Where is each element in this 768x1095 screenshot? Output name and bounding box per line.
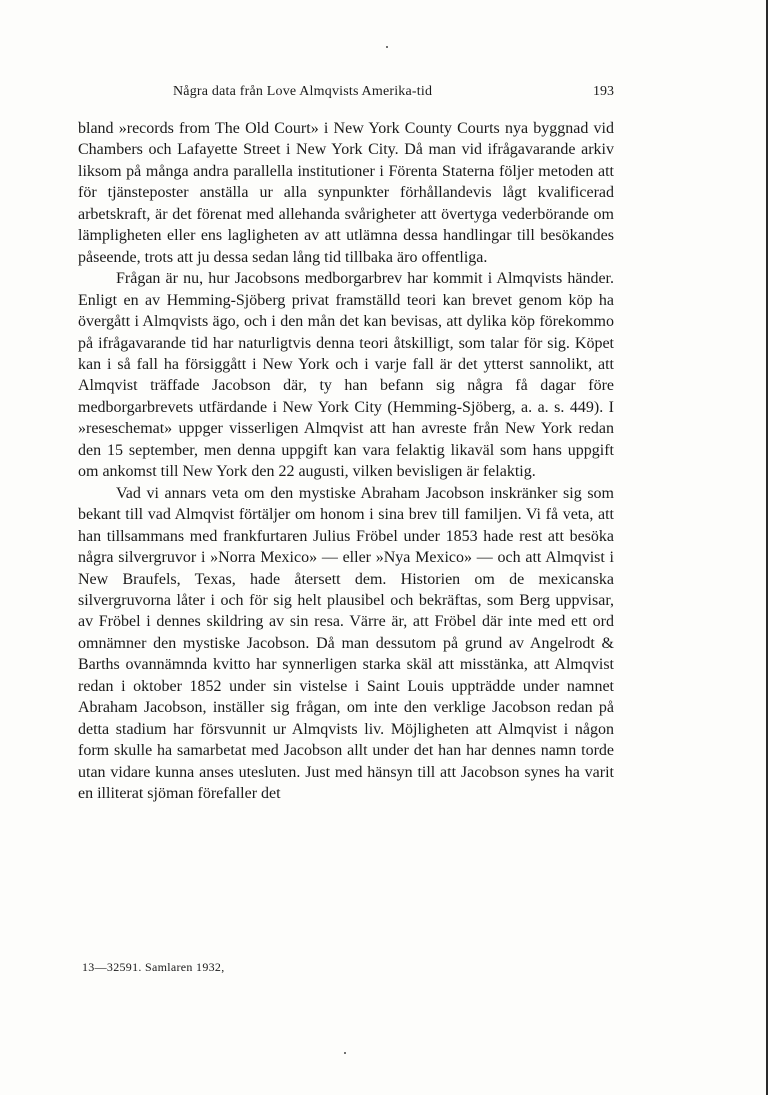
paragraph-3: Vad vi annars veta om den mystiske Abraham Jacobson inskränker sig som bekant till vad Almqvist förtäljer om honom i sina brev till familjen. Vi få veta, att han tillsammans med frankfurtaren Julius Fröbel under 1853 hade rest att besöka några silvergruvor i »Norra Mexico» — eller »Nya Mexico» — och att Almqvist i New Braufels, Texas, hade återsett dem. Historien om de mexicanska silvergruvorna låter i och för sig helt plausibel och bekräftas, som Berg uppvisar, av Fröbel i dennes skildring av sin resa. Värre är, att Fröbel där inte med ett ord omnämner den mystiske Jacobson. Då man dessutom på grund av Angelrodt & Barths ovannämnda kvitto har synnerligen starka skäl att misstänka, att Almqvist redan i oktober 1852 under sin vistelse i Saint Louis uppträdde under namnet Abraham Jacobson, inställer sig frågan, om inte den verklige Jacobson redan på detta stadium har försvunnit ur Almqvists liv. Möjligheten att Almqvist i någon form skulle ha samarbetat med Jacobson allt under det han har dennes namn torde utan vidare kunna anses utesluten. Just med hänsyn till att Jacobson synes ha varit en illiterat sjöman förefaller det (78, 484, 614, 803)
paragraph-1: bland »records from The Old Court» i New York County Courts nya byggnad vid Chambers och Lafayette Street i New York City. Då man vid ifrågavarande arkiv liksom på många andra parallella institutioner i Förenta Staterna följer metoden att för tjänsteposter anställa ur alla synpunkter förhållandevis lågt kvalificerad arbetskraft, är det förenat med allehanda svårigheter att övertyga vederbörande om lämpligheten eller ens lagligheten av att utlämna dessa handlingar till besökandes påseende, trots att ju dessa sedan lång tid tillbaka äro offentliga. (78, 120, 614, 266)
scan-speck (344, 1052, 346, 1054)
printer-signature: 13—32591. Samlaren 1932, (82, 960, 225, 974)
paragraph-2: Frågan är nu, hur Jacobsons medborgarbrev har kommit i Almqvists händer. Enligt en av Hemming-Sjöberg privat framställd teori kan brevet genom köp ha övergått i Almqvists ägo, och i den mån det kan bevisas, att dylika köp förekommo på ifrågavarande tid har naturligtvis denna teori åtskilligt, som talar för sig. Köpet kan i så fall ha försiggått i New York och i varje fall är det ytterst sannolikt, att Almqvist träffade Jacobson där, ty han befann sig några få dagar före medborgarbrevets utfärdande i New York City (Hemming-Sjöberg, a. a. s. 449). I »reseschemat» uppger visserligen Almqvist att han avreste från New York redan den 15 september, men denna uppgift kan vara felaktig likaväl som hans uppgift om ankomst till New York den 22 augusti, vilken bevisligen är felaktig. (78, 270, 614, 481)
page-number: 193 (593, 84, 614, 99)
scan-speck (386, 46, 388, 48)
running-header (78, 84, 614, 106)
running-title: Några data från Love Almqvists Amerika-tid (173, 84, 433, 99)
body-text (78, 118, 614, 805)
